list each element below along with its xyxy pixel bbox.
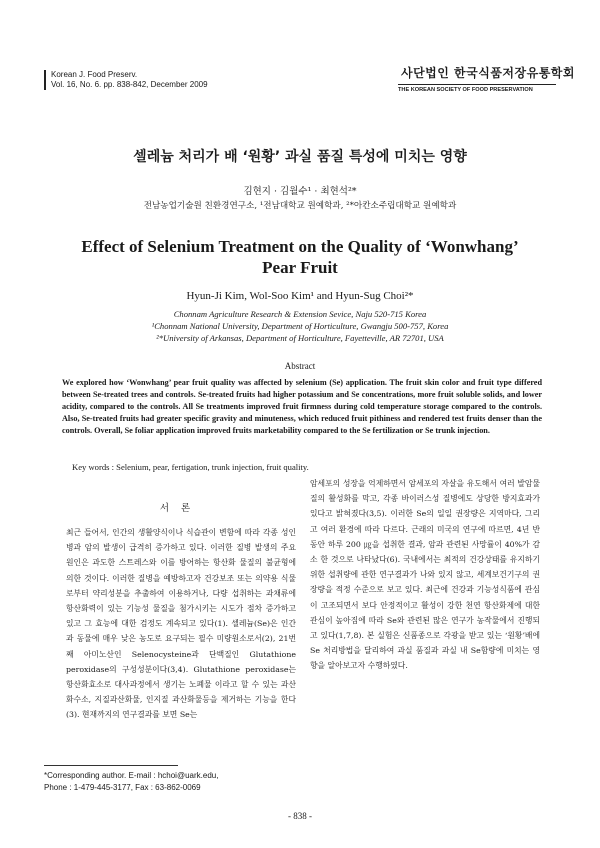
body-column-left: 최근 들어서, 인간의 생활양식이나 식습관이 변함에 따라 각종 성인병과 암의 발생이 급격히 증가하고 있다. 이러한 질병 발생의 주요 원인은 과도한 스트레스와 이를 방어하는 항산화 물질의 불균형에 의한 것이다. 이러한 질병을 예방하고자 건강보조 또는 의약용 식물로부터 약리성분을 추출하여 이용하거나, 다량 섭취하는 과채류에 항산화력이 있는 기능성 물질을 첨가시키는 시도가 점차 증가하고 있고 그 효능에 대한 검정도 계속되고 있다(1). 셀레늄(Se)은 인간과 동물에 매우 낮은 농도로 요구되는 필수 미량원소로서(2), 21번째 아미노산인 Selenocysteine과 단백질인 Glutathione peroxidase의 구성성분이다(3,4). Glutathione peroxidase는 항산화효소로 대사과정에서 생기는 노폐물 이라고 할 수 있는 과산화수소, 지질과산화물, 인지질 과산화물등을 제거하는 기능을 한다(3). 현재까지의 연구결과를 보면 Se는 xyxy=(66,528,296,720)
keywords-label: Key words xyxy=(72,462,110,472)
abstract-heading: Abstract xyxy=(284,361,316,371)
body-column-right: 암세포의 성장을 억제하면서 암세포의 자살을 유도해서 여러 발암물질의 활성화를 막고, 각종 바이러스성 질병에도 상당한 방지효과가 있다고 밝혀졌다(3,5). 이러한 Se의 일일 권장량은 지역마다, 그리고 여러 환경에 따라 다르다. 근래의 미국의 연구에 따르면, 4년 반 동안 하루 200 ㎍을 섭취한 결과, 암과 관련된 사망률이 40%가 감소 한 것으로 나타났다(6). 국내에서는 최적의 건강상태를 유지하기 위한 섭취량에 관한 연구결과가 나와 있지 않고, 세계보건기구의 권장량을 적정 수준으로 보고 있다. 최근에 건강과 기능성식품에 관심이 고조되면서 보다 안정적이고 활성이 강한 천연 항산화제에 대한 관심이 높아짐에 따라 Se와 관련된 많은 연구가 농작물에서 진행되고 있다(1,7,8). 본 실험은 신품종으로 각광을 받고 있는 ‘원황’배에 Se 처리방법을 달리하여 과실 품질과 과실 내 Se함량에 미치는 영향을 알아보고자 수행하였다. xyxy=(310,479,540,671)
abstract-body: We explored how ‘Wonwhang’ pear fruit quality was affected by selenium (Se) application. The fruit skin color and fruit type differed between Se-treated trees and controls. Se-treated fruits had higher potassium and Se concentrations, more fruit soluble solids, and lower acidity, compared to the controls. All Se treatments improved fruit firmness during cold temperature storage compared to the controls. Also, Se-treated fruits had greater specific gravity and minuteness, which reduced fruit pithiness and rendered test fruits denser than the controls. Overall, Se foliar application improved fruits marketability compared to the Se fertilization or Se trunk injection. xyxy=(62,378,542,435)
journal-name: Korean J. Food Preserv. xyxy=(51,70,138,79)
authors-english: Hyun-Ji Kim, Wol-Soo Kim¹ and Hyun-Sug Choi²* xyxy=(186,290,414,302)
journal-volume: Vol. 16, No. 6. pp. 838-842, December 2009 xyxy=(51,80,208,89)
affiliations-korean: 전남농업기술원 친환경연구소, ¹전남대학교 원예학과, ²*아칸소주립대학교 원예학과 xyxy=(143,201,457,211)
authors-korean: 김현지 · 김월수¹ · 최현석²* xyxy=(243,186,357,197)
page-number: - 838 - xyxy=(288,811,312,821)
title-english-line2: Pear Fruit xyxy=(262,258,338,277)
affiliation-2: ¹Chonnam National University, Department of Horticulture, Gwangju 500-757, Korea xyxy=(151,321,449,331)
affiliation-1: Chonnam Agriculture Research & Extension Sevice, Naju 520-715 Korea xyxy=(173,309,427,319)
society-name-kr: 사단법인 한국식품저장유통학회 xyxy=(401,66,575,80)
footnote-email: *Corresponding author. E-mail : hchoi@uark.edu, xyxy=(44,771,219,780)
title-korean: 셀레늄 처리가 배 ‘원황’ 과실 품질 특성에 미치는 영향 xyxy=(133,149,467,165)
footnote-divider xyxy=(44,765,178,766)
title-english-line1: Effect of Selenium Treatment on the Quality of ‘Wonwhang’ xyxy=(81,237,519,256)
keywords xyxy=(72,462,309,472)
affiliation-3: ²*University of Arkansas, Department of Horticulture, Fayetteville, AR 72701, USA xyxy=(156,333,444,343)
footnote-phone: Phone : 1-479-445-3177, Fax : 63-862-0069 xyxy=(44,783,201,792)
society-logo xyxy=(398,64,575,93)
keywords-list: : Selenium, pear, fertigation, trunk injection, fruit quality. xyxy=(111,462,309,472)
footnote xyxy=(44,770,218,794)
society-name-en: THE KOREAN SOCIETY OF FOOD PRESERVATION xyxy=(398,84,556,93)
section-heading-introduction: 서론 xyxy=(159,503,203,514)
journal-citation xyxy=(44,70,208,90)
